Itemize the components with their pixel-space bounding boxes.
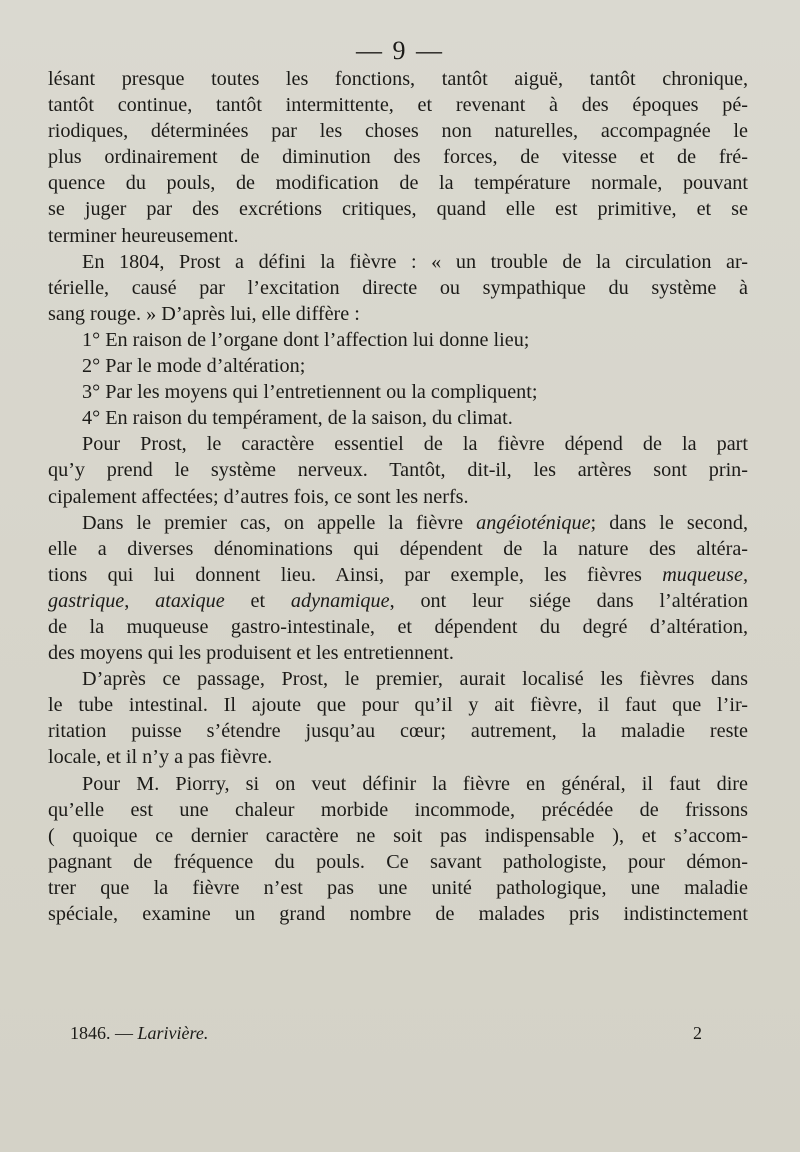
text-line: Pour Prost, le caractère essentiel de la fièvre dépend de la part bbox=[82, 433, 748, 456]
list-item: 4° En raison du tempérament, de la saison, du climat. bbox=[82, 407, 513, 430]
text-line: riodiques, déterminées par les choses non naturelles, accompagnée le bbox=[48, 120, 748, 143]
text-line: le tube intestinal. Il ajoute que pour qu’il y ait fièvre, il faut que l’ir- bbox=[48, 694, 748, 717]
text-line: elle a diverses dénominations qui dépendent de la nature des altéra- bbox=[48, 537, 748, 560]
text-line: terminer heureusement. bbox=[48, 224, 239, 247]
text-line: qu’y prend le système nerveux. Tantôt, dit-il, les artères sont prin- bbox=[48, 459, 748, 482]
footer-signature bbox=[70, 1023, 208, 1043]
text-line: Pour M. Piorry, si on veut définir la fièvre en général, il faut dire bbox=[82, 772, 748, 795]
text-line: plus ordinairement de diminution des forces, de vitesse et de fré- bbox=[48, 146, 748, 169]
list-item: 3° Par les moyens qui l’entretiennent ou la compliquent; bbox=[82, 381, 538, 404]
text-line: cipalement affectées; d’autres fois, ce sont les nerfs. bbox=[48, 485, 469, 508]
text-line: locale, et il n’y a pas fièvre. bbox=[48, 746, 273, 769]
text-line: quence du pouls, de modification de la température normale, pouvant bbox=[48, 172, 748, 195]
text-line: qu’elle est une chaleur morbide incommode, précédée de frissons bbox=[48, 798, 748, 821]
text-line: sang rouge. » D’après lui, elle diffère : bbox=[48, 302, 360, 325]
text-line: ( quoique ce dernier caractère ne soit pas indispensable ), et s’accom- bbox=[48, 824, 748, 847]
text-line: de la muqueuse gastro-intestinale, et dépendent du degré d’altération, bbox=[48, 615, 748, 638]
list-item: 2° Par le mode d’altération; bbox=[82, 355, 306, 378]
body-text bbox=[48, 66, 748, 927]
signature-mark: 2 bbox=[693, 1023, 702, 1043]
text-line: gastrique, ataxique et adynamique, ont leur siége dans l’altération bbox=[48, 589, 748, 612]
page-number: — 9 — bbox=[356, 36, 444, 65]
footer-author: Larivière. bbox=[137, 1023, 209, 1043]
text-line: se juger par des excrétions critiques, quand elle est primitive, et se bbox=[48, 198, 748, 221]
text-line: tions qui lui donnent lieu. Ainsi, par exemple, les fièvres muqueuse, bbox=[48, 563, 748, 586]
text-line: trer que la fièvre n’est pas une unité pathologique, une maladie bbox=[48, 876, 748, 899]
footer-year: 1846. — bbox=[70, 1023, 133, 1043]
text-line: spéciale, examine un grand nombre de malades pris indistinctement bbox=[48, 903, 748, 925]
text-line: pagnant de fréquence du pouls. Ce savant pathologiste, pour démon- bbox=[48, 850, 748, 873]
text-line: En 1804, Prost a défini la fièvre : « un trouble de la circulation ar- bbox=[82, 250, 748, 273]
text-line: tantôt continue, tantôt intermittente, et revenant à des époques pé- bbox=[48, 94, 748, 117]
text-line: lésant presque toutes les fonctions, tantôt aiguë, tantôt chronique, bbox=[48, 68, 748, 90]
text-line: Dans le premier cas, on appelle la fièvre angéioténique; dans le second, bbox=[82, 511, 748, 534]
text-line: des moyens qui les produisent et les entretiennent. bbox=[48, 642, 454, 665]
text-line: térielle, causé par l’excitation directe ou sympathique du système à bbox=[48, 276, 748, 299]
page-footer bbox=[70, 1023, 702, 1044]
text-line: D’après ce passage, Prost, le premier, aurait localisé les fièvres dans bbox=[82, 668, 748, 691]
text-line: ritation puisse s’étendre jusqu’au cœur; autrement, la maladie reste bbox=[48, 720, 748, 743]
list-item: 1° En raison de l’organe dont l’affection lui donne lieu; bbox=[82, 328, 530, 351]
